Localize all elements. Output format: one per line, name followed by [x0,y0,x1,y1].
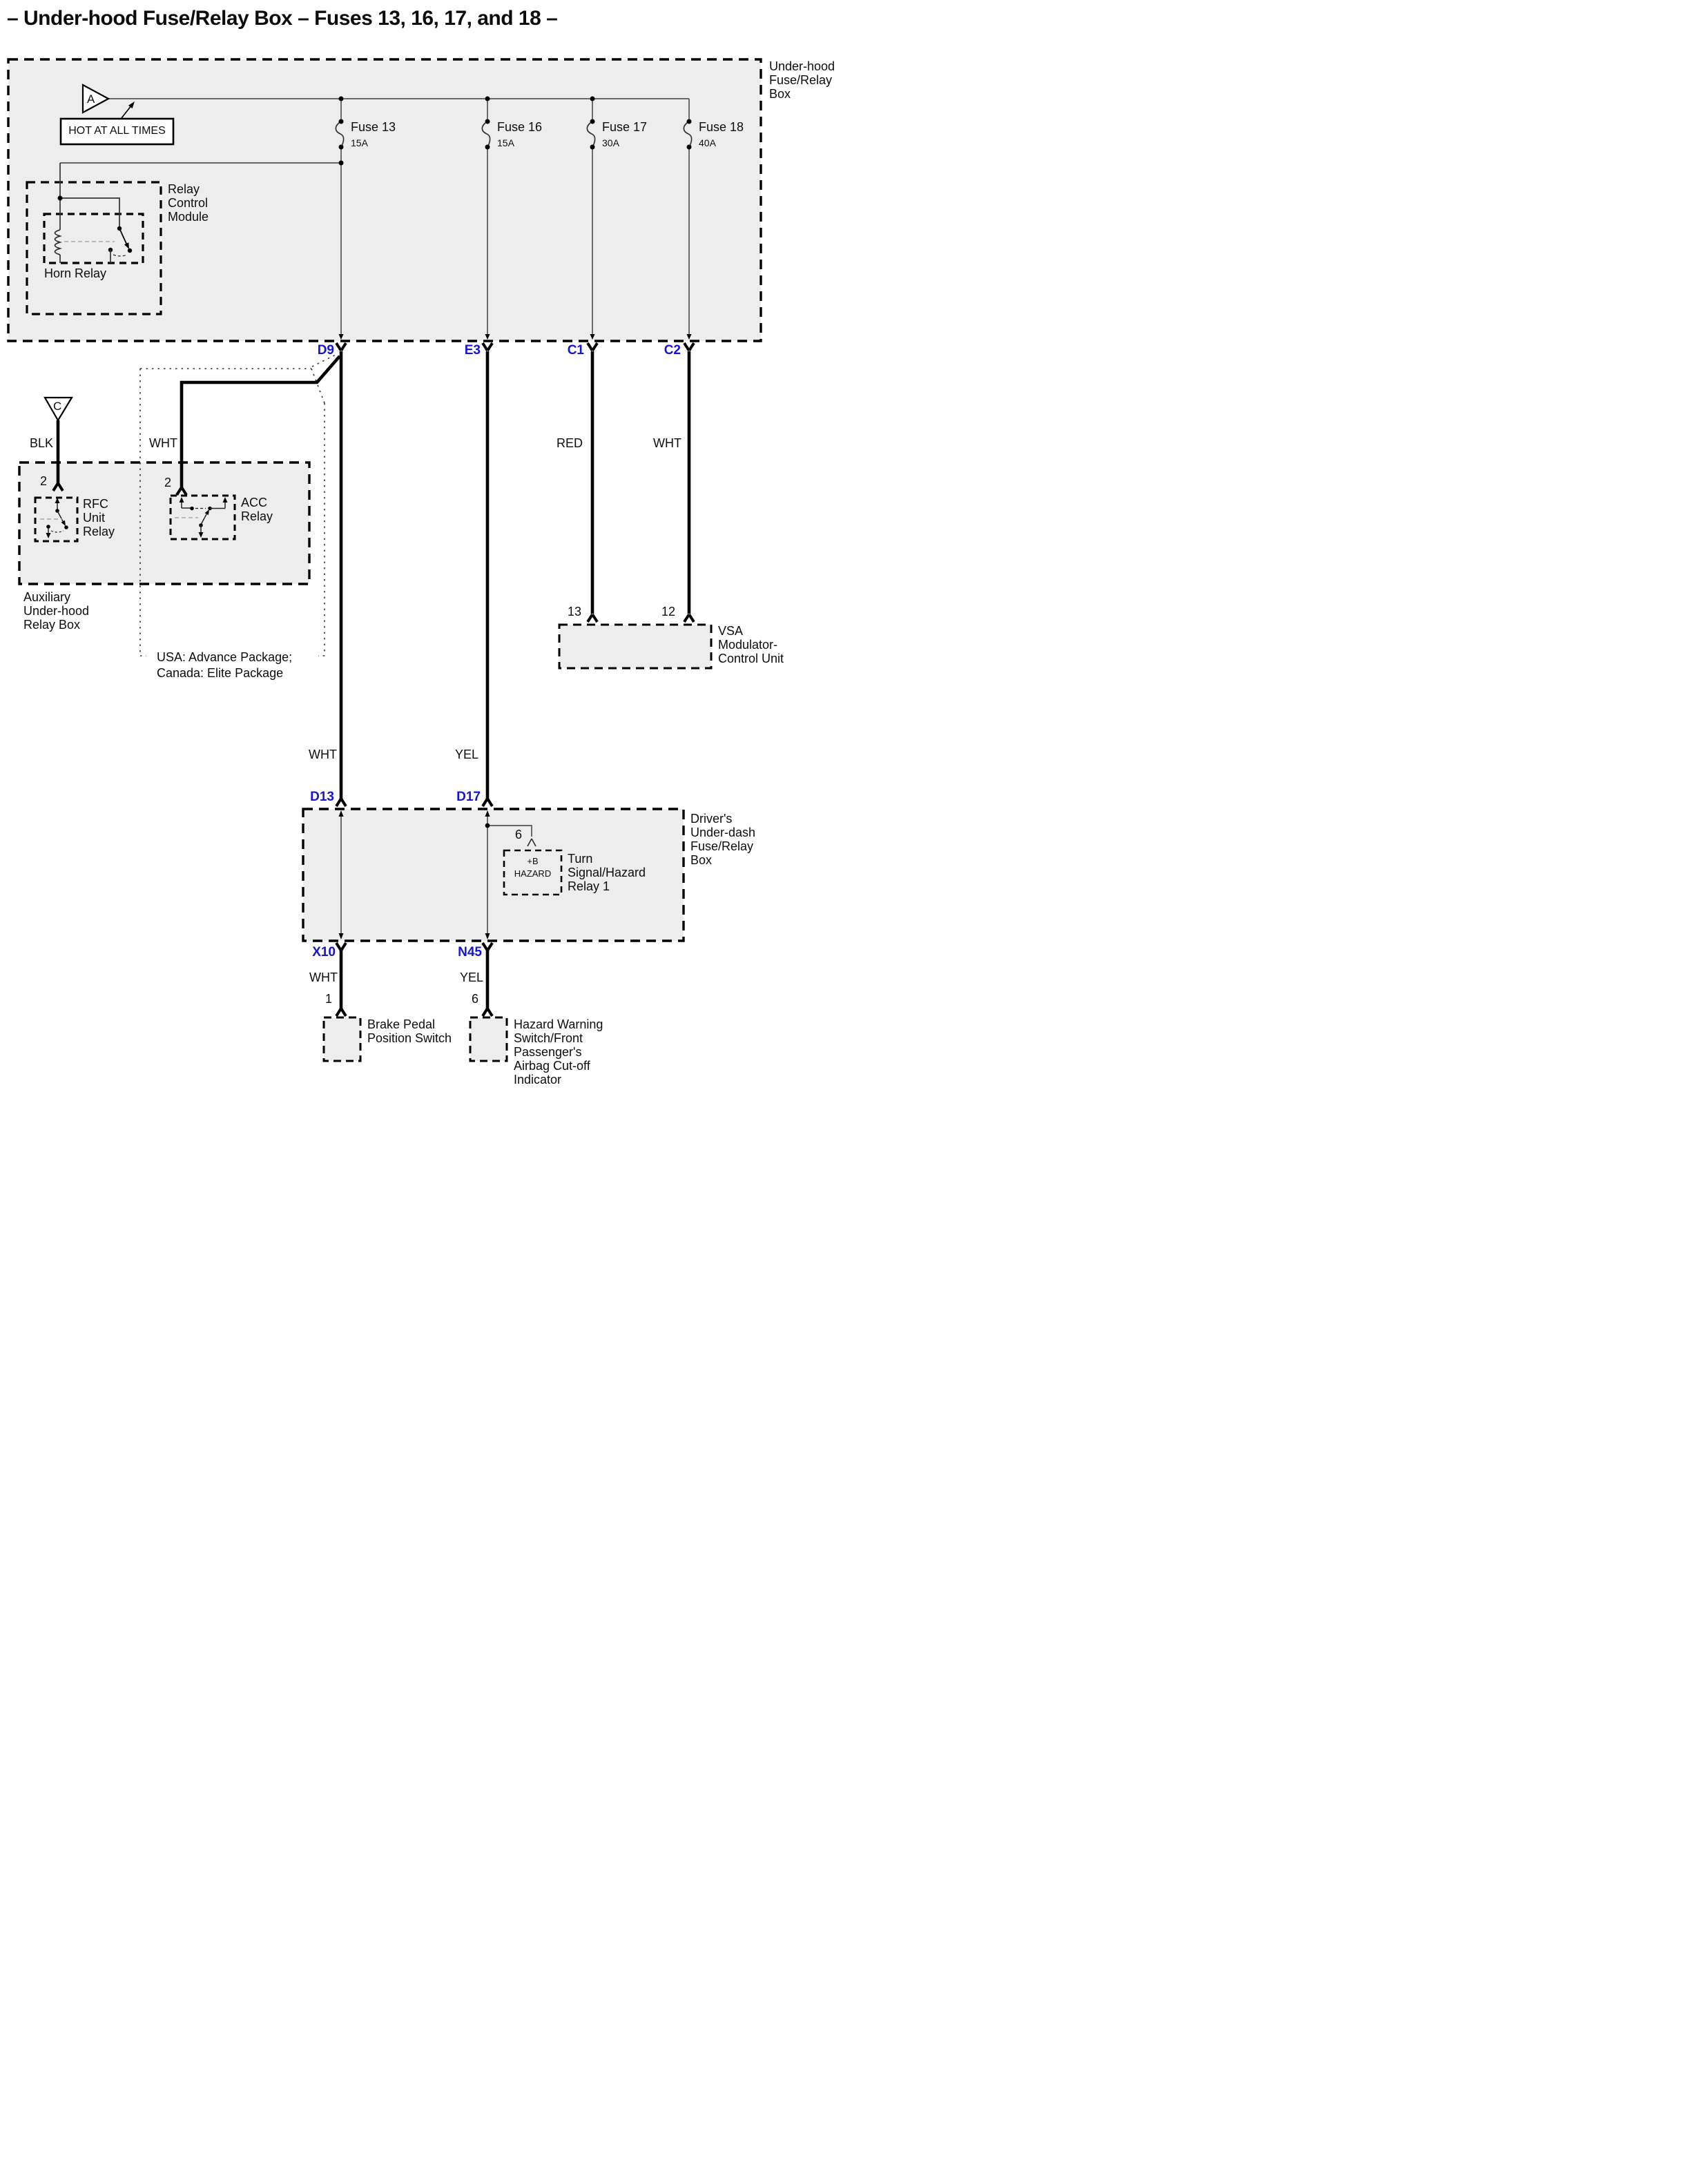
connector-n45: N45 [458,945,482,959]
connector-c2: C2 [664,343,681,358]
wire-color-yel-n45: YEL [460,971,484,984]
hazard-pin-6: 6 [471,992,478,1006]
connector-e3: E3 [464,343,481,358]
horn-relay-label: Horn Relay [44,266,107,280]
underhood-box-outline [8,59,761,341]
rfc-label-3: Relay [83,525,115,538]
page-title: – Under-hood Fuse/Relay Box – Fuses 13, 16, 17, and 18 – [7,7,558,30]
hazard-switch-label-4: Airbag Cut-off [514,1059,590,1073]
wiring-diagram-page [0,0,846,1092]
wire-color-red: RED [557,436,583,450]
underhood-box-label-1: Under-hood [769,59,835,73]
wire-color-wht-d13: WHT [309,748,337,761]
fuse16-rating: 15A [497,137,514,148]
hazard-relay-hazard: HAZARD [514,868,552,879]
power-triangle-letter: A [87,92,95,106]
acc-label-2: Relay [241,509,273,523]
hazard-relay-label-1: Turn [568,852,593,866]
hazard-switch-label-3: Passenger's [514,1045,582,1059]
aux-box-label-3: Relay Box [23,618,81,632]
rfc-label-2: Unit [83,511,106,525]
wire-color-wht-x10: WHT [309,971,338,984]
wire-color-wht-c2: WHT [653,436,681,450]
hot-note: HOT AT ALL TIMES [68,125,166,137]
fuse18-rating: 40A [699,137,716,148]
vsa-box-outline [559,625,711,668]
vsa-label-1: VSA [718,624,744,638]
hazard-switch-box-outline [470,1017,507,1061]
hazard-relay-pin-6: 6 [514,828,522,841]
fuse17-rating: 30A [602,137,619,148]
wire-color-yel-d17: YEL [455,748,479,761]
acc-label-1: ACC [241,496,268,509]
fuse18-name: Fuse 18 [699,120,744,134]
connector-x10: X10 [312,945,336,959]
ground-triangle-letter: C [53,400,62,413]
underdash-label-4: Box [690,853,713,867]
brake-switch-label-2: Position Switch [367,1031,452,1045]
connector-d13: D13 [310,790,334,804]
hazard-relay-plusb: +B [527,856,539,866]
relay-module-label-1: Relay [168,182,200,196]
fuse17-name: Fuse 17 [602,120,648,134]
fuse16-name: Fuse 16 [497,120,543,134]
hazard-switch-label-2: Switch/Front [514,1031,583,1045]
fuse13-name: Fuse 13 [351,120,396,134]
vsa-label-3: Control Unit [718,652,784,665]
hazard-relay-label-2: Signal/Hazard [568,866,646,879]
connector-c1: C1 [567,343,584,358]
package-note-2: Canada: Elite Package [157,666,284,680]
vsa-label-2: Modulator- [718,638,778,652]
rfc-label-1: RFC [83,497,108,511]
wire-color-wht-acc: WHT [149,436,177,450]
hazard-switch-label-1: Hazard Warning [514,1017,603,1031]
underdash-label-2: Under-dash [690,826,756,839]
aux-box-label-2: Under-hood [23,604,90,618]
hazard-switch-label-5: Indicator [514,1073,562,1086]
wire-color-blk: BLK [30,436,54,450]
vsa-pin-12: 12 [661,605,675,618]
underhood-box-label-3: Box [769,87,791,101]
brake-switch-box-outline [324,1017,360,1061]
hazard-relay-label-3: Relay 1 [568,879,610,893]
connector-d17: D17 [456,790,481,804]
brake-switch-label-1: Brake Pedal [367,1017,436,1031]
relay-module-label-3: Module [168,210,209,224]
connector-d9: D9 [317,343,334,358]
vsa-pin-13: 13 [567,605,581,618]
brake-pin-1: 1 [325,992,332,1006]
underdash-label-1: Driver's [690,812,733,826]
package-note-1: USA: Advance Package; [157,650,293,664]
aux-box-label-1: Auxiliary [23,590,71,604]
rfc-pin-2: 2 [39,474,47,488]
fuse13-rating: 15A [351,137,368,148]
diagram-artwork [0,0,846,1092]
underdash-label-3: Fuse/Relay [690,839,754,853]
underhood-box-label-2: Fuse/Relay [769,73,833,87]
acc-pin-2: 2 [164,476,171,489]
relay-module-label-2: Control [168,196,209,210]
